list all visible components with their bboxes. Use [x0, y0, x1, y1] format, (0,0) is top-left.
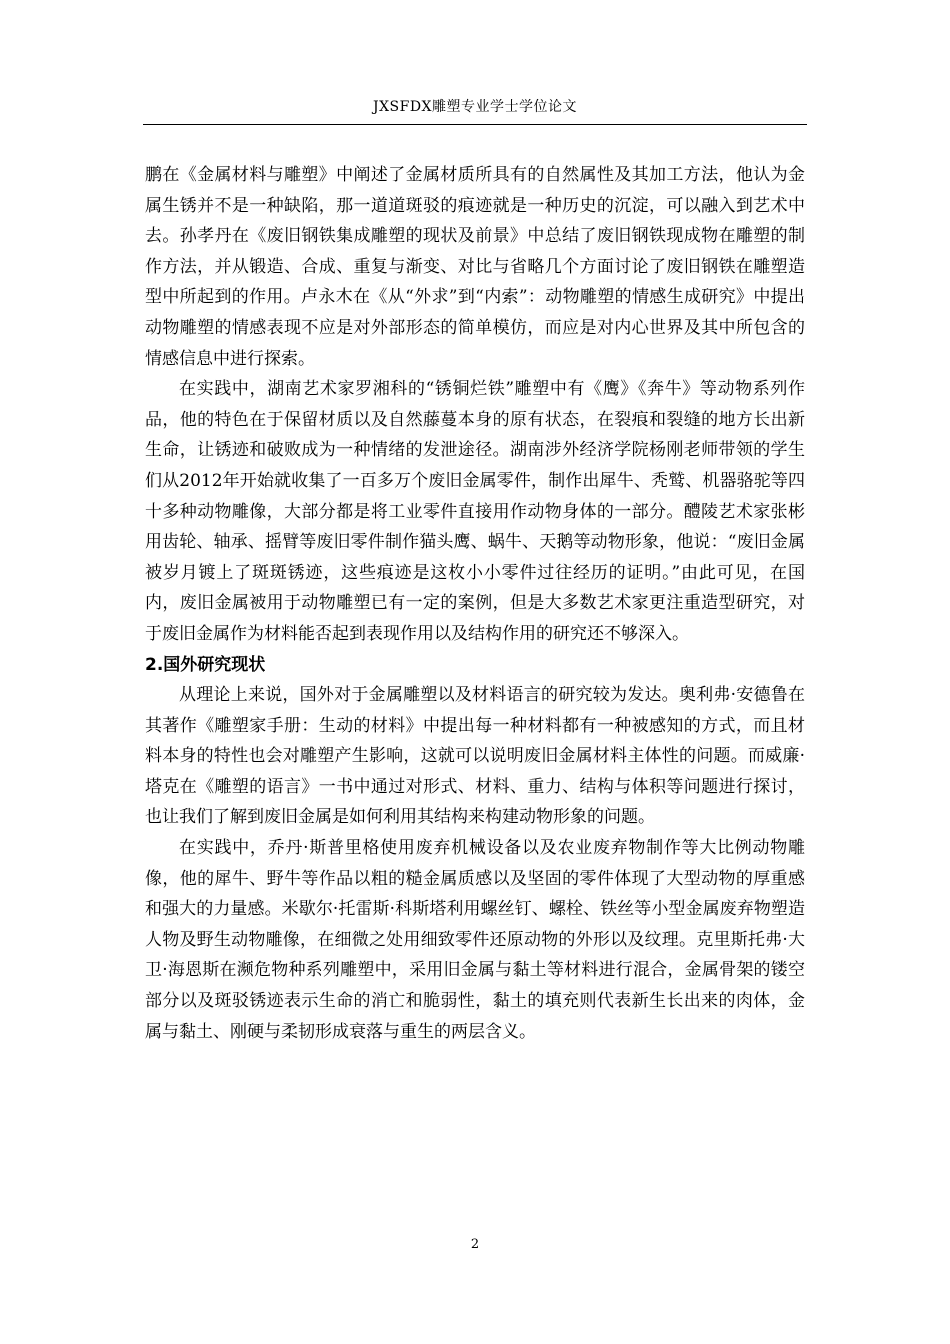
running-header: JXSFDX雕塑专业学士学位论文 [372, 99, 578, 115]
paragraph-domestic-practice: 在实践中，湖南艺术家罗湘科的“锈铜烂铁”雕塑中有《鹰》《奔牛》等动物系列作品，他的特色在于保留材质以及自然藤蔓本身的原有状态，在裂痕和裂缝的地方长出新生命，让锈迹和破败成为一种情绪的发泄途径。湖南涉外经济学院杨刚老师带领的学生们从2012年开始就收集了一百多万个废旧金属零件，制作出犀牛、秃鹫、机器骆驼等四十多种动物雕像，大部分都是将工业零件直接用作动物身体的一部分。醴陵艺术家张彬用齿轮、轴承、摇臂等废旧零件制作猫头鹰、蜗牛、天鹅等动物形象，他说：“废旧金属被岁月镀上了斑斑锈迹，这些痕迹是这枚小小零件过往经历的证明。”由此可见，在国内，废旧金属被用于动物雕塑已有一定的案例，但是大多数艺术家更注重造型研究，对于废旧金属作为材料能否起到表现作用以及结构作用的研究还不够深入。 [145, 379, 805, 644]
paragraph-continued: 鹏在《金属材料与雕塑》中阐述了金属材质所具有的自然属性及其加工方法，他认为金属生锈并不是一种缺陷，那一道道斑驳的痕迹就是一种历史的沉淀，可以融入到艺术中去。孙孝丹在《废旧钢铁集成雕塑的现状及前景》中总结了废旧钢铁现成物在雕塑的制作方法，并从锻造、合成、重复与渐变、对比与省略几个方面讨论了废旧钢铁在雕塑造型中所起到的作用。卢永木在《从“外求”到“内索”：动物雕塑的情感生成研究》中提出动物雕塑的情感表现不应是对外部形态的简单模仿，而应是对内心世界及其中所包含的情感信息中进行探索。 [145, 165, 805, 369]
paragraph-foreign-theory: 从理论上来说，国外对于金属雕塑以及材料语言的研究较为发达。奥利弗·安德鲁在其著作《雕塑家手册：生动的材料》中提出每一种材料都有一种被感知的方式，而且材料本身的特性也会对雕塑产生影响，这就可以说明废旧金属材料主体性的问题。而威廉·塔克在《雕塑的语言》一书中通过对形式、材料、重力、结构与体积等问题进行探讨，也让我们了解到废旧金属是如何利用其结构来构建动物形象的问题。 [145, 685, 805, 828]
header-rule [143, 124, 807, 125]
body-text [145, 160, 805, 1047]
paragraph-foreign-practice: 在实践中，乔丹·斯普里格使用废弃机械设备以及农业废弃物制作等大比例动物雕像，他的犀牛、野牛等作品以粗的糙金属质感以及坚固的零件体现了大型动物的厚重感和强大的力量感。米歇尔·托雷斯·科斯塔利用螺丝钉、螺栓、铁丝等小型金属废弃物塑造人物及野生动物雕像，在细微之处用细致零件还原动物的外形以及纹理。克里斯托弗·大卫·海恩斯在濒危物种系列雕塑中，采用旧金属与黏土等材料进行混合，金属骨架的镂空部分以及斑驳锈迹表示生命的消亡和脆弱性，黏土的填充则代表新生长出来的肉体，金属与黏土、刚硬与柔韧形成衰落与重生的两层含义。 [145, 838, 805, 1042]
page-number: 2 [470, 1237, 480, 1252]
section-heading: 2.国外研究现状 [145, 654, 266, 675]
